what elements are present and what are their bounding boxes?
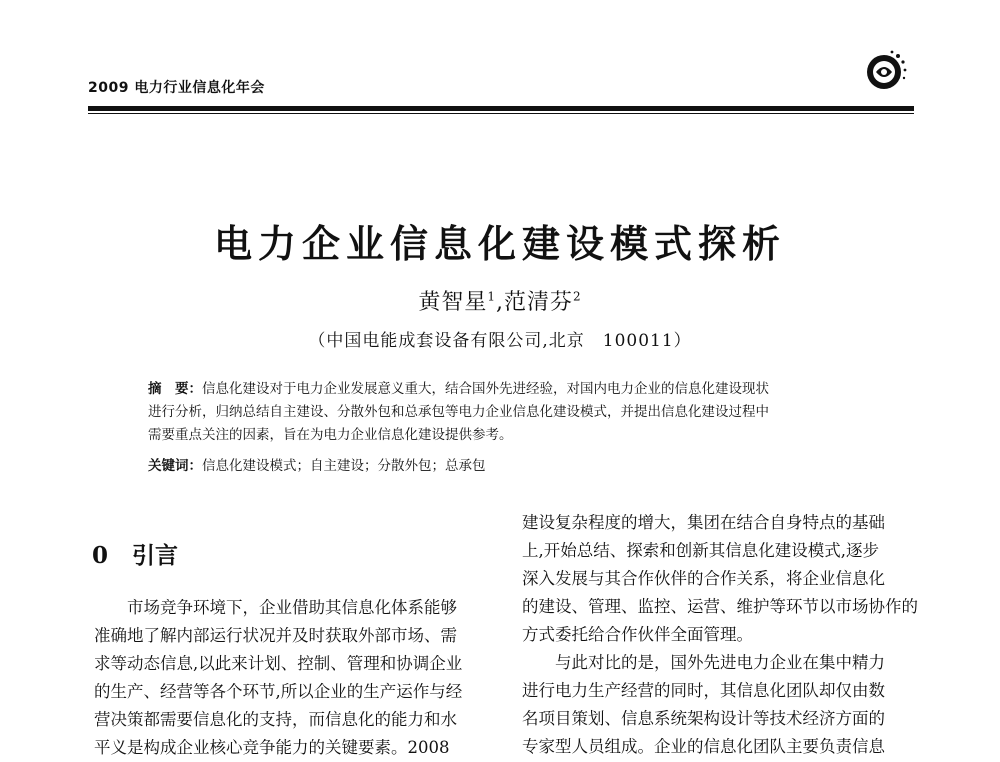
author-1-affil-mark: 1: [487, 289, 496, 304]
abstract-text: 信息化建设对于电力企业发展意义重大，结合国外先进经验，对国内电力企业的信息化建设现状: [202, 381, 769, 397]
paragraph-line: 求等动态信息,以此来计划、控制、管理和协调企业: [94, 654, 463, 673]
author-separator: ,: [496, 290, 504, 315]
paper-affiliation: （中国电能成套设备有限公司,北京 100011）: [308, 331, 692, 351]
abstract-label: 摘 要：: [148, 381, 202, 397]
paper-authors: [0, 285, 1000, 316]
section-title: 引言: [132, 542, 178, 569]
paragraph-line: 平义是构成企业核心竞争能力的关键要素。2008: [94, 738, 450, 757]
paragraph-line: 上,开始总结、探索和创新其信息化建设模式,逐步: [522, 541, 879, 560]
paragraph-line: 的建设、管理、监控、运营、维护等环节以市场协作的: [522, 597, 918, 616]
keywords-block: [148, 454, 858, 474]
paragraph-line: 进行电力生产经营的同时，其信息化团队却仅由数: [522, 681, 885, 700]
keywords-label: 关键词：: [148, 458, 202, 474]
abstract-block: [148, 378, 858, 447]
conference-header: 2009 电力行业信息化年会: [88, 80, 265, 96]
paragraph-line: 市场竞争环境下，企业借助其信息化体系能够: [127, 598, 457, 617]
paragraph-line: 名项目策划、信息系统架构设计等技术经济方面的: [522, 709, 885, 728]
author-2-affil-mark: 2: [573, 289, 582, 304]
abstract-line: [148, 378, 858, 401]
abstract-line: 需要重点关注的因素，旨在为电力企业信息化建设提供参考。: [148, 427, 513, 443]
section-heading: [92, 537, 178, 570]
author-1: 黄智星: [418, 290, 488, 315]
paragraph-line: 营决策都需要信息化的支持，而信息化的能力和水: [94, 710, 457, 729]
left-column: [94, 594, 490, 762]
paper-title: 电力企业信息化建设模式探析: [213, 221, 786, 266]
paragraph-line: 的生产、经营等各个环节,所以企业的生产运作与经: [94, 682, 463, 701]
paragraph-line: 专家型人员组成。企业的信息化团队主要负责信息: [522, 737, 885, 756]
paragraph-line: 方式委托给合作伙伴全面管理。: [522, 625, 753, 644]
author-2: 范清芬: [504, 290, 574, 315]
section-number: 0: [92, 542, 109, 569]
keywords-text: 信息化建设模式；自主建设；分散外包；总承包: [202, 458, 486, 474]
right-column: [522, 509, 922, 761]
conference-logo-icon: [862, 48, 908, 94]
paragraph-line: 建设复杂程度的增大，集团在结合自身特点的基础: [522, 513, 885, 532]
header-rule-thin: [88, 113, 914, 114]
abstract-line: 进行分析，归纳总结自主建设、分散外包和总承包等电力企业信息化建设模式，并提出信息化建设过程中: [148, 404, 769, 420]
paragraph-line: 深入发展与其合作伙伴的合作关系，将企业信息化: [522, 569, 885, 588]
paragraph-line: 准确地了解内部运行状况并及时获取外部市场、需: [94, 626, 457, 645]
paragraph-line: 与此对比的是，国外先进电力企业在集中精力: [555, 653, 885, 672]
header-rule-thick: [88, 106, 914, 111]
